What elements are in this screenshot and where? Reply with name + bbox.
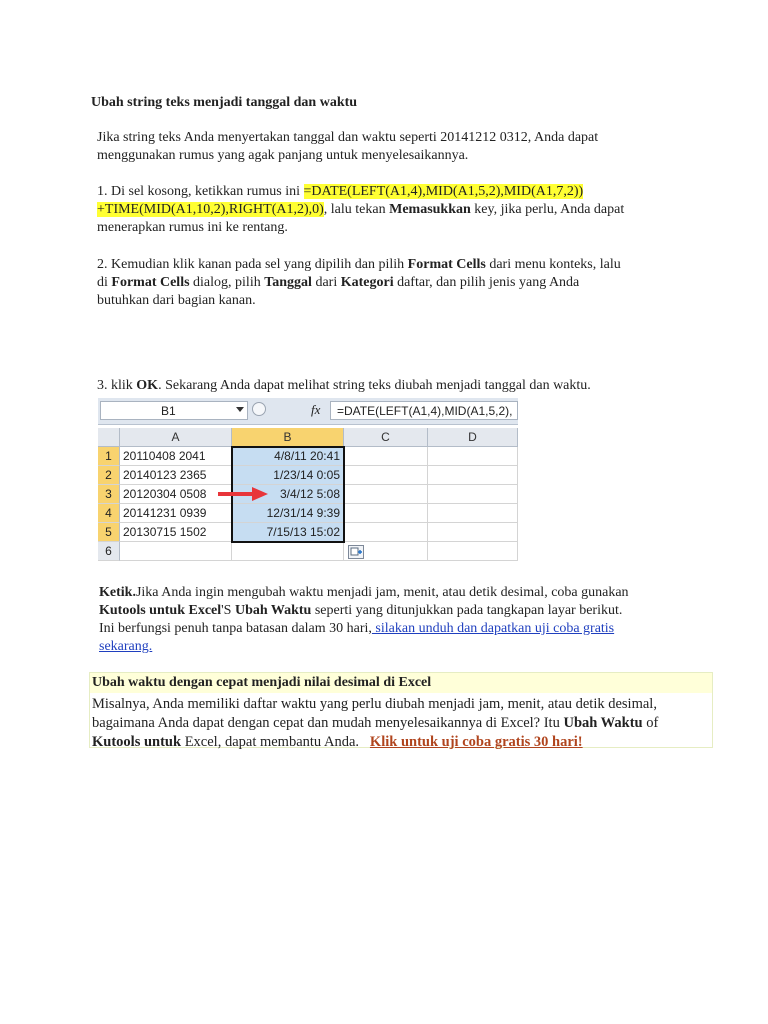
formula-part-2: +TIME(MID(A1,10,2),RIGHT(A1,2),0) [97,202,324,217]
page-title: Ubah string teks menjadi tanggal dan waktu [91,95,358,110]
promo-line-2-suffix: of [642,715,659,731]
step-2-l1-prefix: 2. Kemudian klik kanan pada sel yang dipilih dan pilih [97,257,408,272]
cell-a2[interactable]: 20140123 2365 [120,466,232,485]
formula-part-1: =DATE(LEFT(A1,4),MID(A1,5,2),MID(A1,7,2)) [303,184,584,199]
step-2-l2-mid1: dialog, pilih [189,275,265,290]
column-header-c[interactable]: C [344,428,428,447]
row-header[interactable]: 2 [98,466,120,485]
promo-line-3-mid: Excel, dapat membantu Anda. [181,734,370,750]
step-1-line-2 [97,201,717,219]
cell-d3[interactable] [428,485,518,504]
step-2-line-1 [97,256,717,274]
select-all-corner[interactable] [98,428,120,447]
promo-box [89,672,713,748]
cell-c3[interactable] [344,485,428,504]
cell-d1[interactable] [428,447,518,466]
tip-line-1-text: Jika Anda ingin mengubah waktu menjadi jam, menit, atau detik desimal, coba gunakan [135,585,629,600]
cell-c2[interactable] [344,466,428,485]
column-header-b[interactable]: B [232,428,344,447]
promo-heading-bar [90,673,712,693]
ok-label: OK [136,378,159,393]
step-1-line-1 [97,183,717,201]
cell-d5[interactable] [428,523,518,542]
cell-b5[interactable]: 7/15/13 15:02 [232,523,344,542]
step-2-paragraph [97,256,717,310]
formula-value: =DATE(LEFT(A1,4),MID(A1,5,2), [337,404,513,418]
step-2-l2-prefix: di [97,275,112,290]
name-box[interactable] [100,401,248,420]
excel-screenshot [98,398,518,568]
tip-line-2-suffix: seperti yang ditunjukkan pada tangkapan layar berikut. [311,603,623,618]
cell-a1[interactable]: 20110408 2041 [120,447,232,466]
promo-ubah-waktu: Ubah Waktu [563,715,643,731]
row-header[interactable]: 3 [98,485,120,504]
free-trial-link[interactable]: Klik untuk uji coba gratis 30 hari! [369,734,583,750]
formula-bar [98,398,518,425]
kategori-label: Kategori [340,275,394,290]
column-header-a[interactable]: A [120,428,232,447]
promo-heading: Ubah waktu dengan cepat menjadi nilai desimal di Excel [92,675,432,690]
cell-a6[interactable] [120,542,232,561]
step-1-suffix: key, jika perlu, Anda dapat [470,202,625,217]
name-box-value: B1 [161,404,176,418]
ubah-waktu-label: Ubah Waktu [234,603,312,618]
step-2-l1-suffix: dari menu konteks, lalu [485,257,621,272]
step-2-line-2 [97,274,717,292]
step-3-paragraph [97,377,591,395]
intro-paragraph [97,129,598,165]
cell-a3[interactable]: 20120304 0508 [120,485,232,504]
step-1-key: Memasukkan [389,202,471,217]
paste-options-icon[interactable] [348,545,364,559]
tip-line-1 [99,584,719,602]
cell-d6[interactable] [428,542,518,561]
cell-b3[interactable]: 3/4/12 5:08 [232,485,344,504]
cell-a5[interactable]: 20130715 1502 [120,523,232,542]
promo-kutools: Kutools untuk [92,734,182,750]
cell-c5[interactable] [344,523,428,542]
format-cells-dialog-label: Format Cells [111,275,190,290]
step-3-suffix: . Sekarang Anda dapat melihat string teks diubah menjadi tanggal dan waktu. [158,378,591,393]
cell-b2[interactable]: 1/23/14 0:05 [232,466,344,485]
step-3-prefix: 3. klik [97,378,137,393]
formula-input[interactable] [330,401,518,420]
step-1-paragraph [97,183,717,237]
intro-line-2: menggunakan rumus yang agak panjang untuk menyelesaikannya. [97,148,469,163]
download-trial-link[interactable]: silakan unduh dan dapatkan uji coba gratis [371,621,615,636]
tip-line-4 [99,638,719,656]
step-2-line-3: butuhkan dari bagian kanan. [97,293,256,308]
step-2-l2-mid2: dari [311,275,341,290]
intro-line-1: Jika string teks Anda menyertakan tanggal dan waktu seperti 20141212 0312, Anda dapat [97,130,599,145]
tip-paragraph [99,584,719,656]
row-header[interactable]: 1 [98,447,120,466]
tip-line-3-prefix: Ini berfungsi penuh tanpa batasan dalam 30 hari, [99,621,372,636]
step-1-prefix: 1. Di sel kosong, ketikkan rumus ini [97,184,304,199]
tip-line-2 [99,602,719,620]
kutools-label: Kutools untuk Excel [99,603,222,618]
tip-line-3 [99,620,719,638]
function-icon[interactable]: fx [311,402,321,417]
red-arrow-icon [216,486,270,502]
row-header[interactable]: 5 [98,523,120,542]
column-header-d[interactable]: D [428,428,518,447]
formula-bar-handle-icon [252,402,266,416]
step-2-l2-suffix: daftar, dan pilih jenis yang Anda [393,275,580,290]
cell-b4[interactable]: 12/31/14 9:39 [232,504,344,523]
step-1-line-3: menerapkan rumus ini ke rentang. [97,220,288,235]
cell-d2[interactable] [428,466,518,485]
promo-line-3 [92,733,712,752]
row-header[interactable]: 6 [98,542,120,561]
row-header[interactable]: 4 [98,504,120,523]
cell-c1[interactable] [344,447,428,466]
format-cells-label: Format Cells [407,257,486,272]
promo-body [92,695,712,752]
promo-line-1: Misalnya, Anda memiliki daftar waktu yang perlu diubah menjadi jam, menit, atau detik desimal, [92,696,657,712]
cell-d4[interactable] [428,504,518,523]
promo-line-2-prefix: bagaimana Anda dapat dengan cepat dan mudah menyelesaikannya di Excel? Itu [92,715,564,731]
step-1-middle: , lalu tekan [323,202,390,217]
tip-line-2-mid: 'S [221,603,235,618]
cell-a4[interactable]: 20141231 0939 [120,504,232,523]
tanggal-label: Tanggal [264,275,312,290]
chevron-down-icon[interactable] [236,407,244,412]
cell-b6[interactable] [232,542,344,561]
tip-lead: Ketik. [99,585,136,600]
promo-line-2 [92,714,712,733]
download-trial-link-continued[interactable]: sekarang. [99,639,153,654]
cell-b1[interactable]: 4/8/11 20:41 [232,447,344,466]
cell-c4[interactable] [344,504,428,523]
